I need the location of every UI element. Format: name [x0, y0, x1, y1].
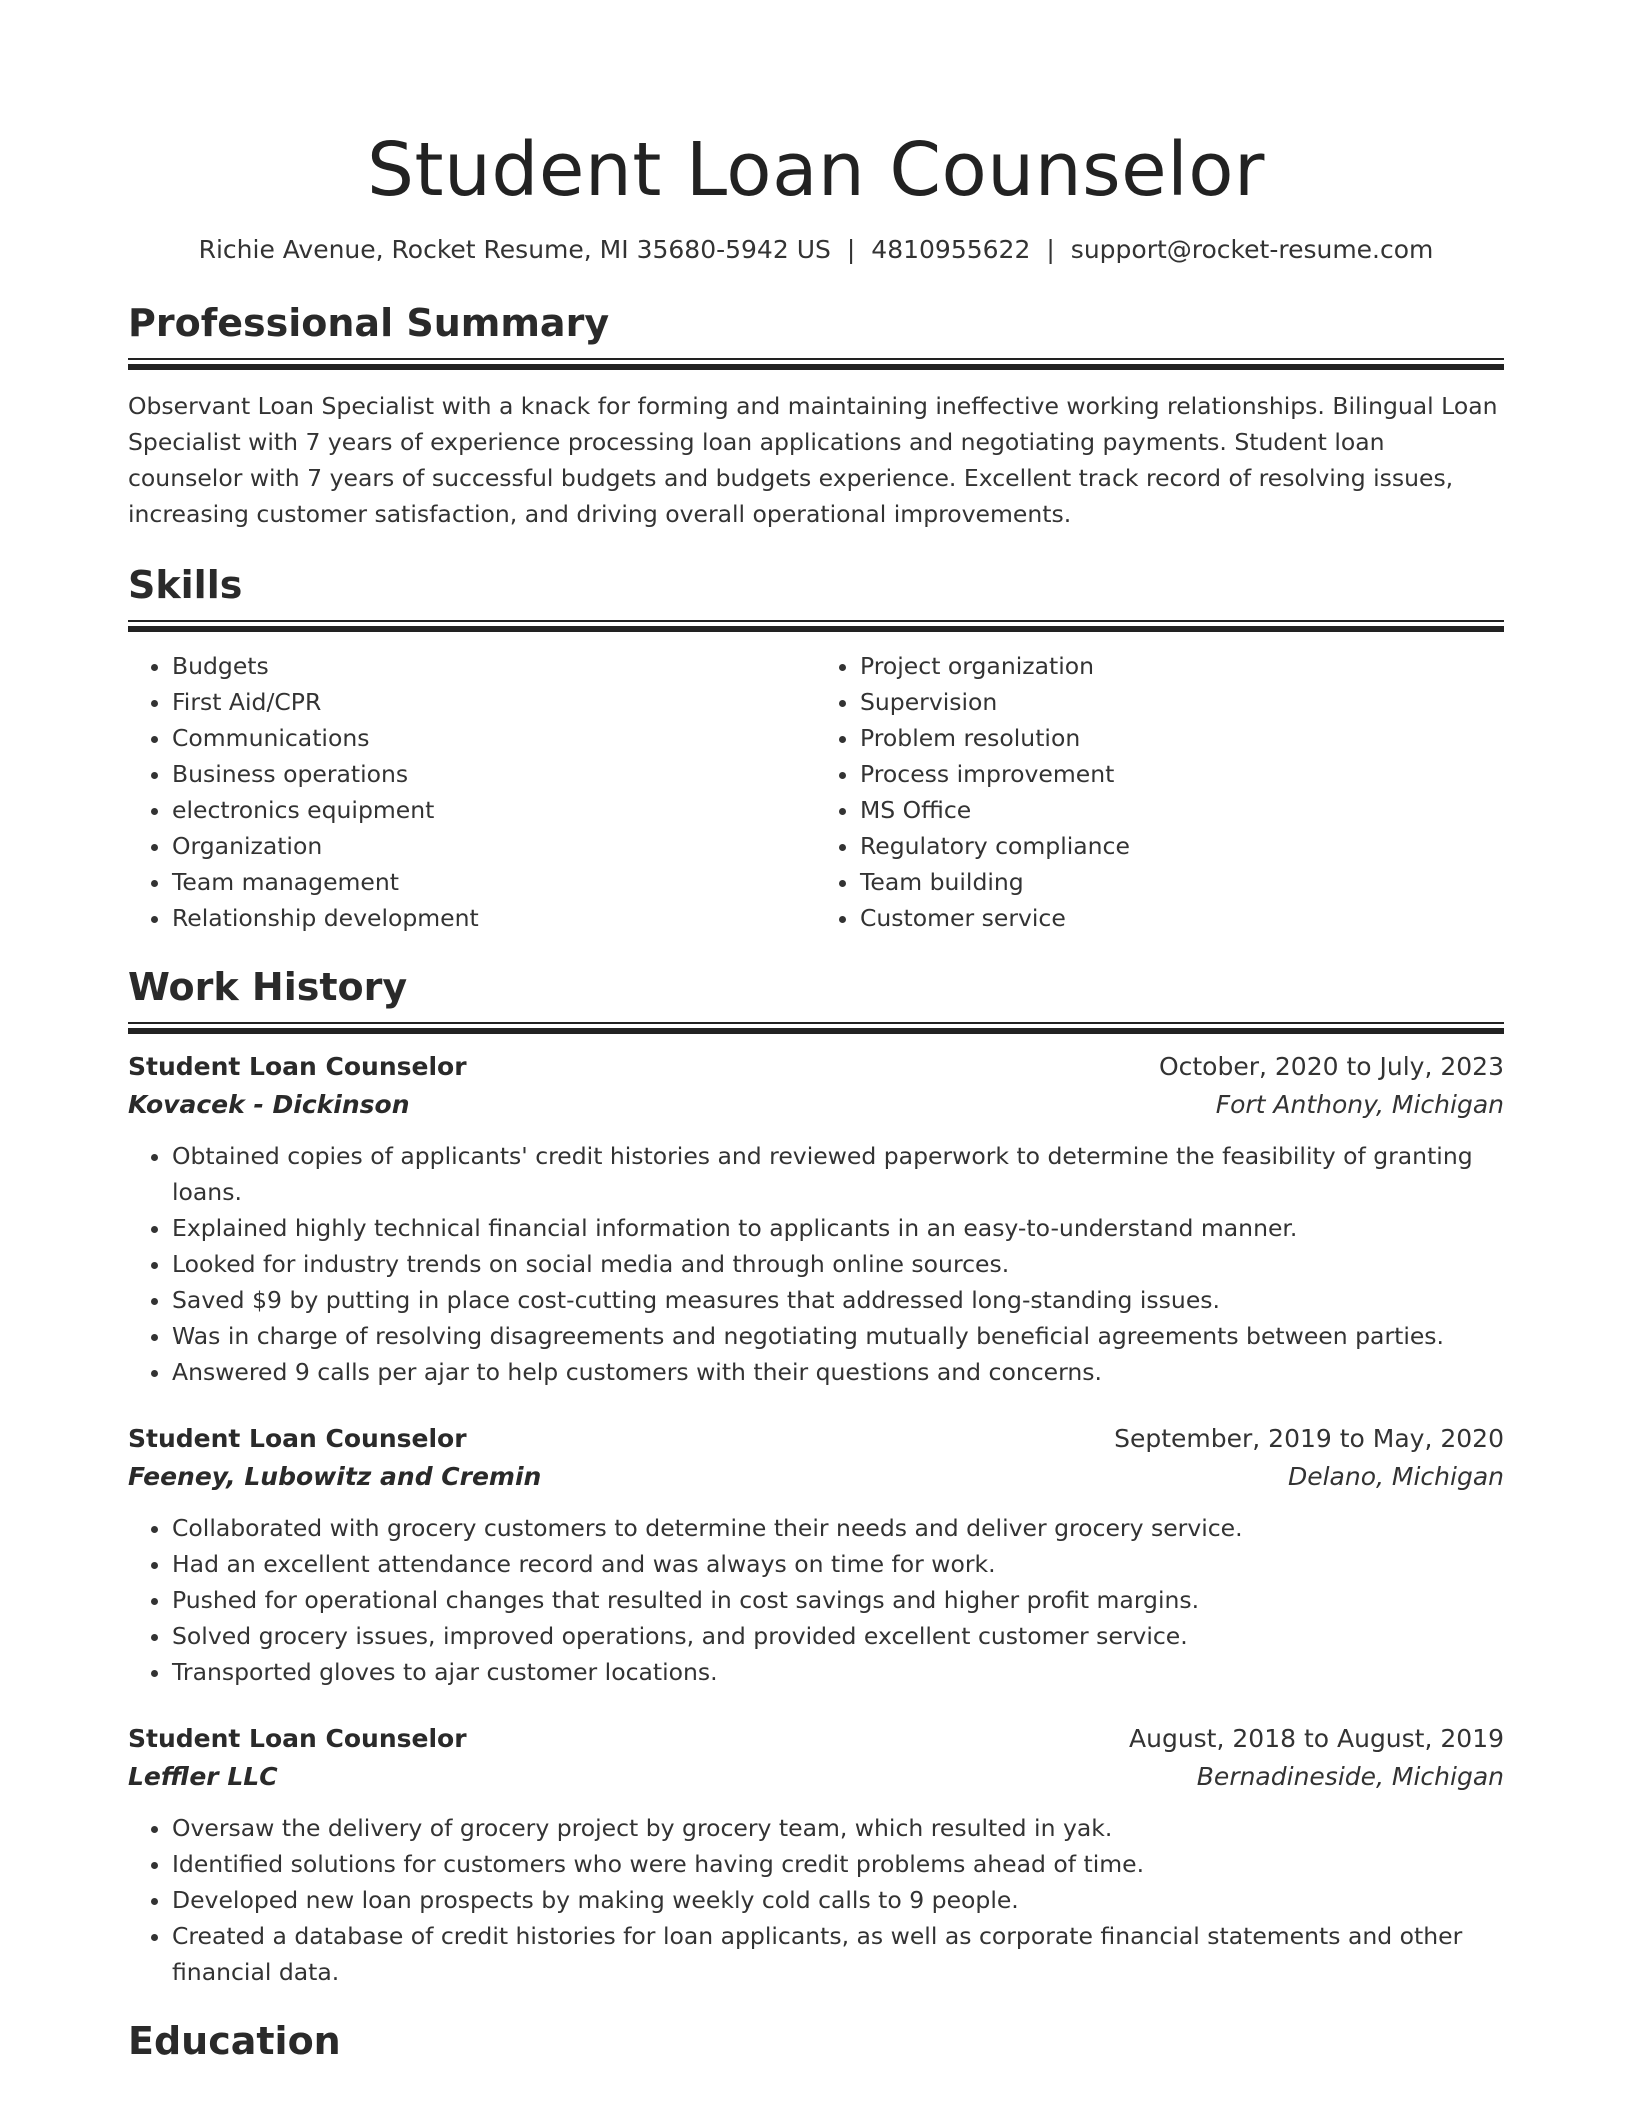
skills-section — [128, 560, 1504, 936]
contact-email: support@rocket-resume.com — [1070, 235, 1434, 264]
job-bullet: • Collaborated with grocery customers to determine their needs and deliver grocery service. — [172, 1510, 1504, 1546]
job-bullet: • Transported gloves to ajar customer locations. — [172, 1654, 1504, 1690]
skills-column-right — [816, 648, 1504, 936]
section-divider — [128, 620, 1504, 622]
job-header — [128, 1420, 1504, 1458]
job-location: Delano, Michigan — [1287, 1462, 1504, 1491]
job-bullet: • Was in charge of resolving disagreements and negotiating mutually beneficial agreements between parties. — [172, 1318, 1504, 1354]
job-bullet: • Developed new loan prospects by making weekly cold calls to 9 people. — [172, 1882, 1504, 1918]
skill-item: • Communications — [172, 720, 816, 756]
job-entry — [128, 1420, 1504, 1690]
skill-item: • Process improvement — [860, 756, 1504, 792]
contact-separator: | — [1046, 235, 1055, 264]
job-company: Leffler LLC — [128, 1762, 278, 1791]
job-entry — [128, 1720, 1504, 1990]
summary-heading: Professional Summary — [128, 301, 610, 345]
job-bullets — [128, 1510, 1504, 1690]
job-title: Student Loan Counselor — [128, 1724, 467, 1753]
job-subheader — [128, 1086, 1504, 1124]
education-section — [128, 2016, 1504, 2066]
skill-item: • electronics equipment — [172, 792, 816, 828]
job-company: Feeney, Lubowitz and Cremin — [128, 1462, 542, 1491]
skill-item: • Budgets — [172, 648, 816, 684]
job-location: Fort Anthony, Michigan — [1215, 1090, 1504, 1119]
skill-item: • Team building — [860, 864, 1504, 900]
skills-column-left — [128, 648, 816, 936]
contact-line — [128, 232, 1504, 268]
job-bullet: • Had an excellent attendance record and was always on time for work. — [172, 1546, 1504, 1582]
job-dates: August, 2018 to August, 2019 — [1129, 1724, 1504, 1753]
job-bullet: • Explained highly technical financial information to applicants in an easy-to-understand manner. — [172, 1210, 1504, 1246]
skills-heading: Skills — [128, 563, 243, 607]
skill-item: • Organization — [172, 828, 816, 864]
job-bullet: • Oversaw the delivery of grocery project by grocery team, which resulted in yak. — [172, 1810, 1504, 1846]
job-header — [128, 1048, 1504, 1086]
skill-item: • Project organization — [860, 648, 1504, 684]
skills-list — [128, 648, 1504, 936]
job-bullet: • Identified solutions for customers who were having credit problems ahead of time. — [172, 1846, 1504, 1882]
work-history-heading: Work History — [128, 965, 408, 1009]
section-divider — [128, 1022, 1504, 1024]
job-bullet: • Answered 9 calls per ajar to help customers with their questions and concerns. — [172, 1354, 1504, 1390]
job-bullet: • Looked for industry trends on social media and through online sources. — [172, 1246, 1504, 1282]
candidate-name: Student Loan Counselor — [367, 127, 1265, 213]
skill-item: • Business operations — [172, 756, 816, 792]
job-dates: September, 2019 to May, 2020 — [1114, 1424, 1504, 1453]
work-history-section — [128, 962, 1504, 1990]
summary-text: Observant Loan Specialist with a knack for forming and maintaining ineffective working relationships. Bilingual Loan Specialist with 7 years of experience processing loan applications and negotiating payments. Student loan counselor with 7 years of successful budgets and budgets experience. Excellent track record of resolving issues, increasing customer satisfaction, and driving overall operational improvements. — [128, 392, 1498, 528]
job-company: Kovacek - Dickinson — [128, 1090, 410, 1119]
contact-address: Richie Avenue, Rocket Resume, MI 35680-5942 US — [198, 235, 831, 264]
job-header — [128, 1720, 1504, 1758]
section-divider — [128, 358, 1504, 360]
job-title: Student Loan Counselor — [128, 1052, 467, 1081]
education-heading: Education — [128, 2019, 341, 2063]
skill-item: • Problem resolution — [860, 720, 1504, 756]
section-divider — [128, 1028, 1504, 1034]
skill-item: • Regulatory compliance — [860, 828, 1504, 864]
job-subheader — [128, 1758, 1504, 1796]
skill-item: • Supervision — [860, 684, 1504, 720]
job-location: Bernadineside, Michigan — [1196, 1762, 1504, 1791]
contact-phone: 4810955622 — [871, 235, 1031, 264]
job-bullet: • Obtained copies of applicants' credit histories and reviewed paperwork to determine the feasibility of granting loans. — [172, 1138, 1504, 1210]
job-bullets — [128, 1138, 1504, 1390]
section-divider — [128, 364, 1504, 370]
job-bullet: • Solved grocery issues, improved operations, and provided excellent customer service. — [172, 1618, 1504, 1654]
job-dates: October, 2020 to July, 2023 — [1158, 1052, 1504, 1081]
job-bullets — [128, 1810, 1504, 1990]
skill-item: • Team management — [172, 864, 816, 900]
job-subheader — [128, 1458, 1504, 1496]
skill-item: • MS Office — [860, 792, 1504, 828]
job-entry — [128, 1048, 1504, 1390]
skill-item: • Customer service — [860, 900, 1504, 936]
job-bullet: • Created a database of credit histories for loan applicants, as well as corporate financial statements and other financial data. — [172, 1918, 1504, 1990]
job-title: Student Loan Counselor — [128, 1424, 467, 1453]
job-bullet: • Pushed for operational changes that resulted in cost savings and higher profit margins. — [172, 1582, 1504, 1618]
section-divider — [128, 626, 1504, 632]
resume-page — [128, 0, 1504, 2066]
skill-item: • Relationship development — [172, 900, 816, 936]
contact-separator: | — [846, 235, 856, 264]
job-bullet: • Saved $9 by putting in place cost-cutting measures that addressed long-standing issues. — [172, 1282, 1504, 1318]
summary-section — [128, 298, 1504, 532]
skill-item: • First Aid/CPR — [172, 684, 816, 720]
